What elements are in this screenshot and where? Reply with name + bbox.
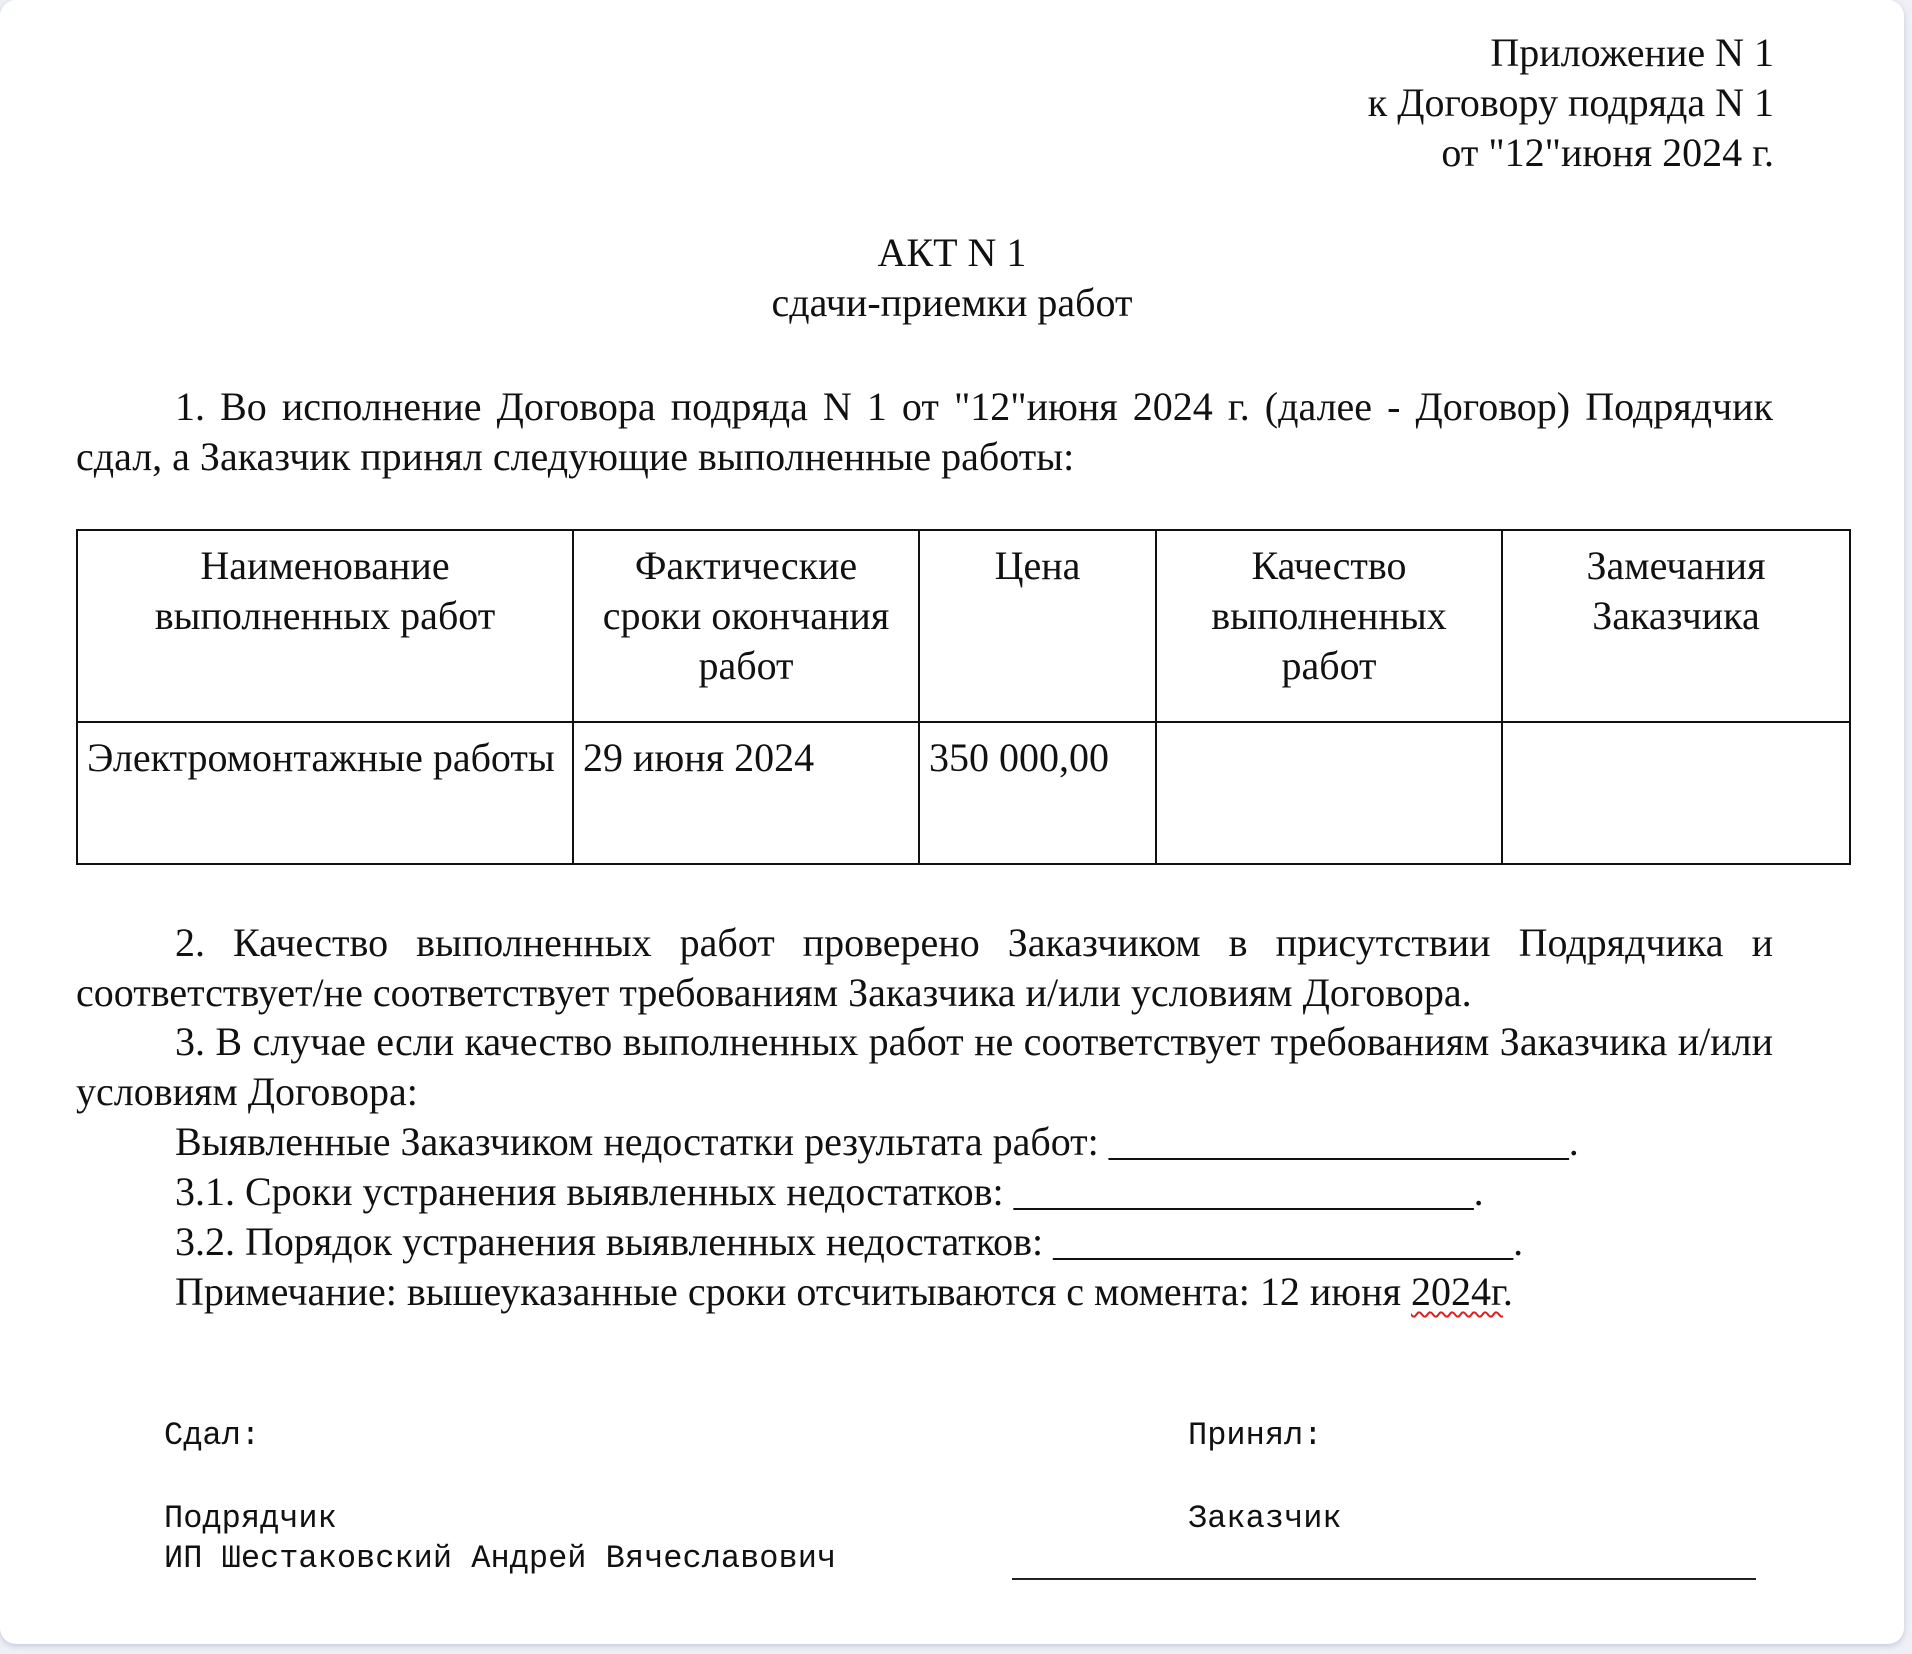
- sign-right-role: Заказчик: [1188, 1500, 1342, 1537]
- cell-customer-remarks: [1502, 722, 1850, 864]
- paragraph-2-text: 2. Качество выполненных работ проверено Заказчиком в присутствии Подрядчика и соответствует/не соответствует требованиям Заказчика и/или условиям Договора.: [76, 920, 1773, 1015]
- sign-left-role: Подрядчик: [164, 1500, 337, 1537]
- appendix-header: [1368, 28, 1774, 178]
- paragraph-1-text: 1. Во исполнение Договора подряда N 1 от "12"июня 2024 г. (далее - Договор) Подрядчик сдал, а Заказчик принял следующие выполненные работы:: [76, 384, 1773, 479]
- paragraph-2: [76, 918, 1773, 1018]
- act-title: [0, 228, 1904, 328]
- table-row: [77, 722, 1850, 864]
- cell-work-name: Электромонтажные работы: [77, 722, 573, 864]
- note-prefix: Примечание: вышеуказанные сроки отсчитываются с момента: 12 июня: [175, 1269, 1411, 1314]
- cell-quality: [1156, 722, 1502, 864]
- header-work-name: Наименование выполненных работ: [77, 530, 573, 722]
- defects-procedure-line: 3.2. Порядок устранения выявленных недостатков: _______________________.: [175, 1219, 1524, 1264]
- header-price: Цена: [919, 530, 1156, 722]
- paragraph-3-text: 3. В случае если качество выполненных работ не соответствует требованиям Заказчика и/или условиям Договора:: [76, 1019, 1773, 1114]
- header-customer-remarks: Замечания Заказчика: [1502, 530, 1850, 722]
- appendix-line-3: от "12"июня 2024 г.: [1441, 130, 1774, 175]
- appendix-line-1: Приложение N 1: [1490, 30, 1774, 75]
- note-suffix: .: [1502, 1269, 1513, 1314]
- note-year-spellcheck: 2024г: [1410, 1269, 1503, 1314]
- defects-deadline-line: 3.1. Сроки устранения выявленных недостатков: _______________________.: [175, 1169, 1484, 1214]
- defects-line: Выявленные Заказчиком недостатки результата работ: _______________________.: [175, 1119, 1579, 1164]
- note-line: [175, 1267, 1513, 1317]
- works-table: [76, 529, 1851, 865]
- act-title-line-1: АКТ N 1: [877, 230, 1027, 275]
- cell-price: 350 000,00: [919, 722, 1156, 864]
- paragraph-1: [76, 382, 1773, 482]
- sign-left-heading: Сдал:: [164, 1417, 261, 1454]
- sign-right-heading: Принял:: [1188, 1417, 1323, 1454]
- signature-line: [1012, 1578, 1756, 1580]
- cell-completion-date: 29 июня 2024: [573, 722, 919, 864]
- header-quality: Качество выполненных работ: [1156, 530, 1502, 722]
- header-completion-dates: Фактические сроки окончания работ: [573, 530, 919, 722]
- appendix-line-2: к Договору подряда N 1: [1367, 80, 1774, 125]
- table-header-row: [77, 530, 1850, 722]
- act-title-line-2: сдачи-приемки работ: [771, 280, 1133, 325]
- paragraph-3: [76, 1017, 1773, 1117]
- sign-left-name: ИП Шестаковский Андрей Вячеславович: [164, 1540, 837, 1577]
